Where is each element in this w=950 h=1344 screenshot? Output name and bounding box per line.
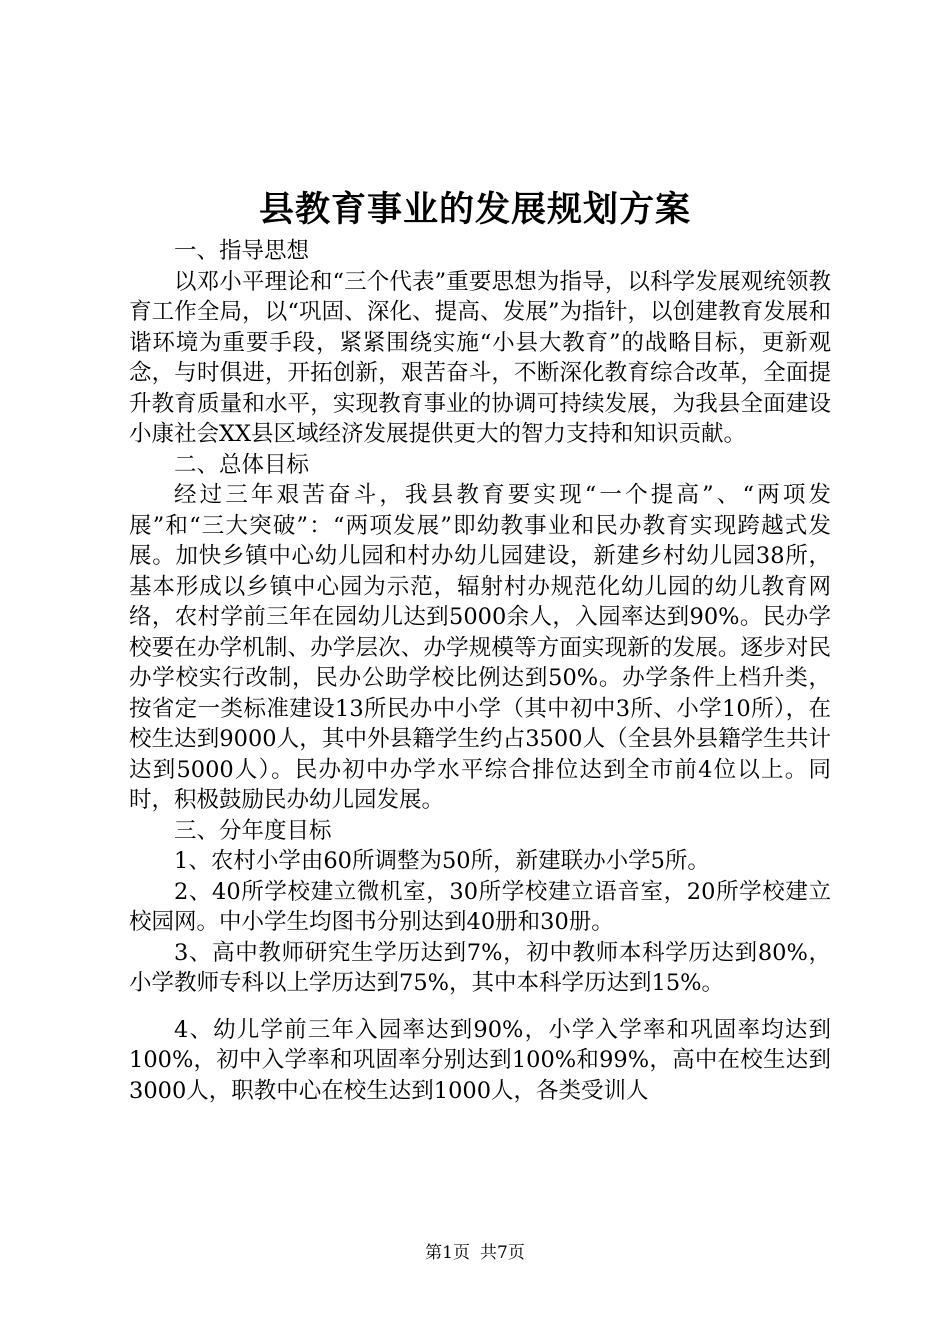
document-body	[129, 236, 831, 1106]
list-item-goal-1: 1、农村小学由60所调整为50所，新建联办小学5所。	[174, 848, 710, 874]
page-footer	[0, 1241, 950, 1265]
section-heading-annual-goals: 三、分年度目标	[174, 817, 332, 844]
list-item-goal-4: 4、幼儿学前三年入园率达到90%，小学入学率和巩固率均达到100%，初中入学率和巩固率分别达到100%和99%，高中在校生达到3000人，职教中心在校生达到1000人，各类受训人	[129, 1016, 831, 1104]
page-number-total: 共7页	[480, 1243, 525, 1263]
list-item-goal-2: 2、40所学校建立微机室，30所学校建立语音室，20所学校建立校园网。中小学生均图书分别达到40册和30册。	[129, 878, 831, 935]
paragraph-guiding-thought: 以邓小平理论和“三个代表”重要思想为指导，以科学发展观统领教育工作全局，以“巩固、深化、提高、发展”为指针，以创建教育发展和谐环境为重要手段，紧紧围绕实施“小县大教育”的战略目标，更新观念，与时俱进，开拓创新，艰苦奋斗，不断深化教育综合改革，全面提升教育质量和水平，实现教育事业的协调可持续发展，为我县全面建设小康社会XX县区域经济发展提供更大的智力支持和知识贡献。	[129, 268, 831, 447]
section-heading-guiding-thought: 一、指导思想	[174, 238, 310, 264]
paragraph-overall-goals: 经过三年艰苦奋斗，我县教育要实现“一个提高”、“两项发展”和“三大突破”：“两项发展”即幼教事业和民办教育实现跨越式发展。加快乡镇中心幼儿园和村办幼儿园建设，新建乡村幼儿园38所，基本形成以乡镇中心园为示范，辐射村办规范化幼儿园的幼儿教育网络，农村学前三年在园幼儿达到5000余人，入园率达到90%。民办学校要在办学机制、办学层次、办学规模等方面实现新的发展。逐步对民办学校实行改制，民办公助学校比例达到50%。办学条件上档升类，按省定一类标准建设13所民办中小学（其中初中3所、小学10所），在校生达到9000人，其中外县籍学生约占3500人（全县外县籍学生共计达到5000人）。民办初中办学水平综合排位达到全市前4位以上。同时，积极鼓励民办幼儿园发展。	[129, 482, 831, 813]
page-number-current: 第1页	[425, 1243, 470, 1263]
list-item-goal-3: 3、高中教师研究生学历达到7%，初中教师本科学历达到80%，小学教师专科以上学历达到75%，其中本科学历达到15%。	[129, 939, 831, 996]
document-title: 县教育事业的发展规划方案	[258, 189, 691, 230]
section-heading-overall-goals: 二、总体目标	[174, 451, 310, 478]
